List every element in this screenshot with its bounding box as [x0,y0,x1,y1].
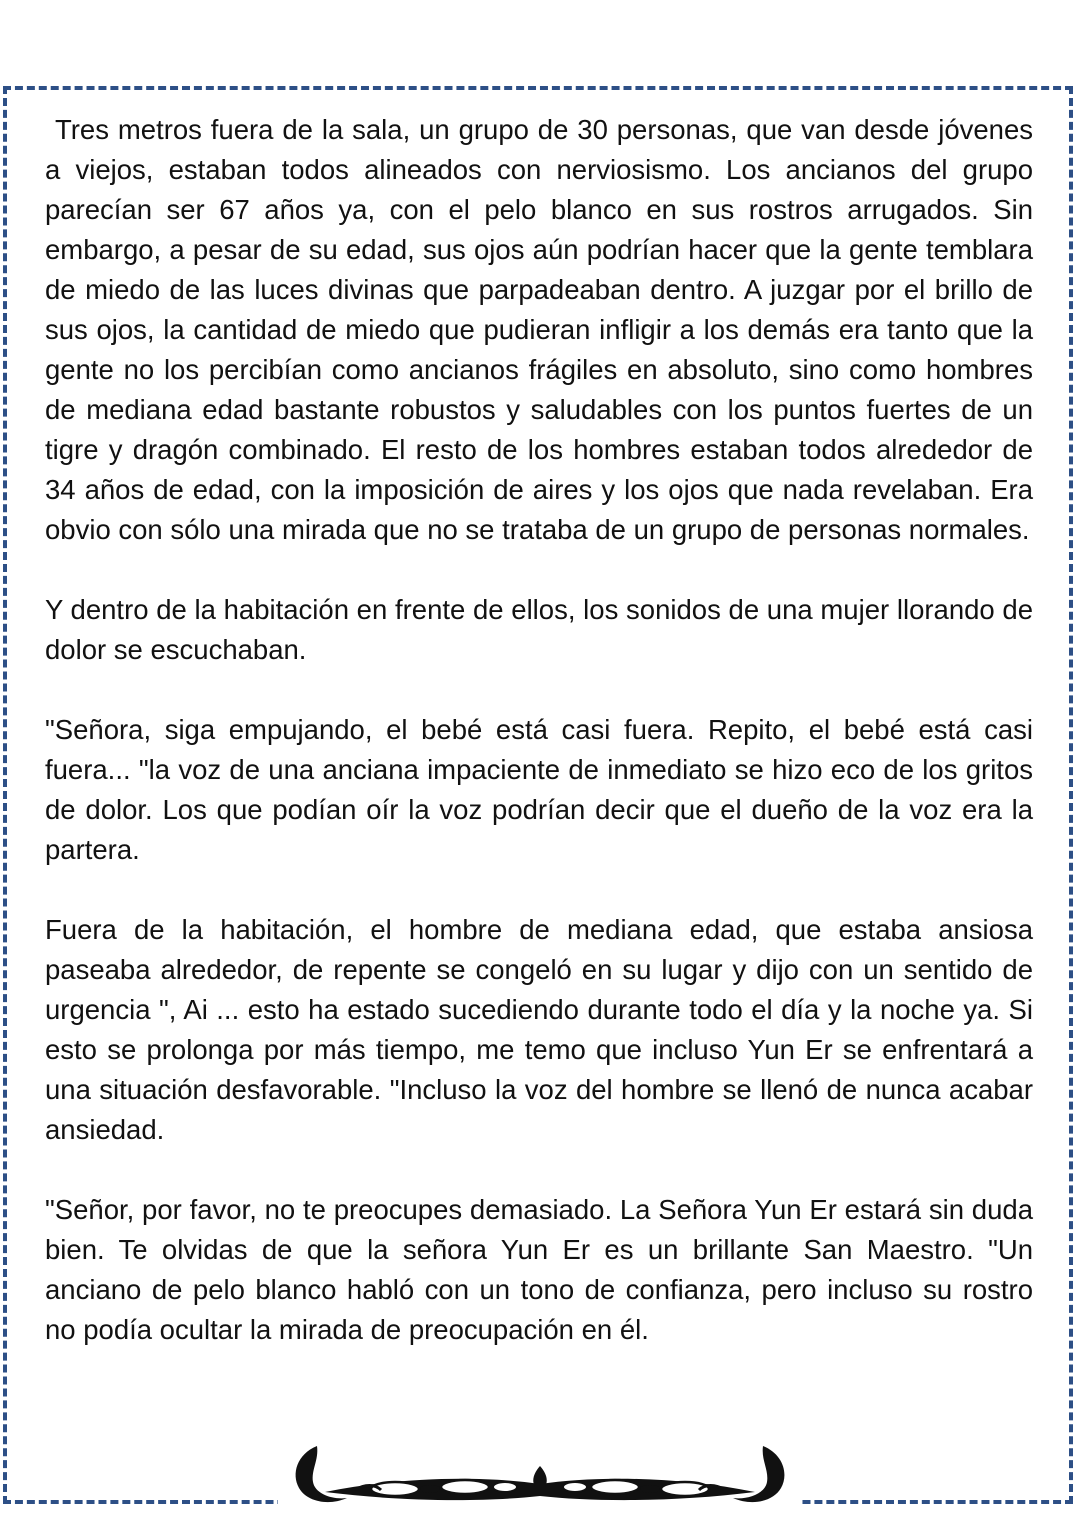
paragraph-5: "Señor, por favor, no te preocupes demasiado. La Señora Yun Er estará sin duda bien. Te olvidas de que la señora Yun Er es un brillante San Maestro. "Un anciano de pelo blanco habló con un tono de confianza, pero incluso su rostro no podía ocultar la mirada de preocupación en él. [45,1194,1033,1345]
tribal-flourish-icon [285,1440,795,1512]
paragraph-2: Y dentro de la habitación en frente de ellos, los sonidos de una mujer llorando de dolor se escuchaban. [45,594,1033,665]
paragraph-3: "Señora, siga empujando, el bebé está casi fuera. Repito, el bebé está casi fuera... "la voz de una anciana impaciente de inmediato se hizo eco de los gritos de dolor. Los que podían oír la voz podrían decir que el dueño de la voz era la partera. [45,714,1033,865]
paragraph-1: Tres metros fuera de la sala, un grupo de 30 personas, que van desde jóvenes a viejos, estaban todos alineados con nerviosismo. Los ancianos del grupo parecían ser 67 años ya, con el pelo blanco en sus rostros arrugados. Sin embargo, a pesar de su edad, sus ojos aún podrían hacer que la gente temblara de miedo de las luces divinas que parpadeaban dentro. A juzgar por el brillo de sus ojos, la cantidad de miedo que pudieran infligir a los demás era tanto que la gente no los percibían como ancianos frágiles en absoluto, sino como hombres de mediana edad bastante robustos y saludables con los puntos fuertes de un tigre y dragón combinado. El resto de los hombres estaban todos alrededor de 34 años de edad, con la imposición de aires y los ojos que nada revelaban. Era obvio con sólo una mirada que no se trataba de un grupo de personas normales. [45,114,1033,545]
paragraph-4: Fuera de la habitación, el hombre de mediana edad, que estaba ansiosa paseaba alrededor, de repente se congeló en su lugar y dijo con un sentido de urgencia ", Ai ... esto ha estado sucediendo durante todo el día y la noche ya. Si esto se prolonga por más tiempo, me temo que incluso Yun Er se enfrentará a una situación desfavorable. "Incluso la voz del hombre se llenó de nunca acabar ansiedad. [45,914,1033,1145]
document-body [45,110,1033,1350]
